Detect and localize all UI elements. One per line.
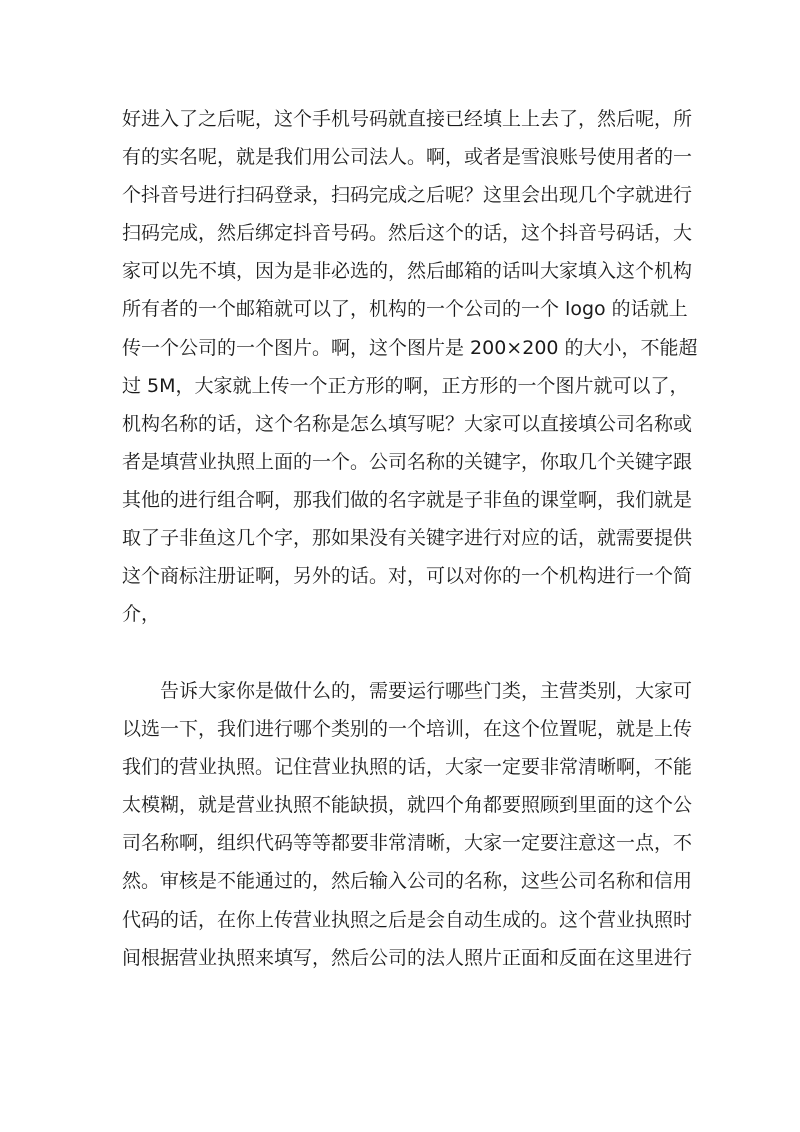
- text-line: 所有者的一个邮箱就可以了，机构的一个公司的一个 logo 的话就上: [122, 298, 688, 321]
- text-line: 好进入了之后呢，这个手机号码就直接已经填上上去了，然后呢，所: [122, 108, 693, 130]
- text-line: 其他的进行组合啊，那我们做的名字就是子非鱼的课堂啊，我们就是: [122, 488, 693, 511]
- text-line: 介，: [122, 603, 161, 626]
- text-line: 扫码完成，然后绑定抖音号码。然后这个的话，这个抖音号码话，大: [122, 222, 693, 245]
- text-line: 然。审核是不能通过的，然后输入公司的名称，这些公司名称和信用: [122, 870, 693, 893]
- text-line: 传一个公司的一个图片。啊，这个图片是 200×200 的大小，不能超: [122, 336, 698, 359]
- text-line: 告诉大家你是做什么的，需要运行哪些门类，主营类别，大家可: [160, 680, 693, 702]
- paragraph-1: [122, 100, 698, 633]
- text-line: 机构名称的话，这个名称是怎么填写呢？大家可以直接填公司名称或: [122, 412, 693, 435]
- text-line: 家可以先不填，因为是非必选的，然后邮箱的话叫大家填入这个机构: [122, 260, 693, 283]
- paragraph-2: [122, 672, 693, 977]
- text-line: 司名称啊，组织代码等等都要非常清晰，大家一定要注意这一点，不: [122, 832, 693, 855]
- text-line: 者是填营业执照上面的一个。公司名称的关键字，你取几个关键字跟: [122, 450, 693, 473]
- text-line: 个抖音号进行扫码登录，扫码完成之后呢？这里会出现几个字就进行: [122, 184, 693, 207]
- text-line: 有的实名呢，就是我们用公司法人。啊，或者是雪浪账号使用者的一: [122, 146, 693, 169]
- text-line: 取了子非鱼这几个字，那如果没有关键字进行对应的话，就需要提供: [122, 527, 693, 550]
- text-line: 这个商标注册证啊，另外的话。对，可以对你的一个机构进行一个简: [122, 565, 693, 588]
- text-line: 我们的营业执照。记住营业执照的话，大家一定要非常清晰啊，不能: [122, 756, 693, 779]
- text-line: 代码的话，在你上传营业执照之后是会自动生成的。这个营业执照时: [122, 908, 693, 931]
- text-line: 间根据营业执照来填写，然后公司的法人照片正面和反面在这里进行: [122, 946, 693, 969]
- text-line: 过 5M，大家就上传一个正方形的啊，正方形的一个图片就可以了，: [122, 374, 689, 397]
- text-line: 以选一下，我们进行哪个类别的一个培训，在这个位置呢，就是上传: [122, 718, 693, 741]
- text-line: 太模糊，就是营业执照不能缺损，就四个角都要照顾到里面的这个公: [122, 794, 693, 817]
